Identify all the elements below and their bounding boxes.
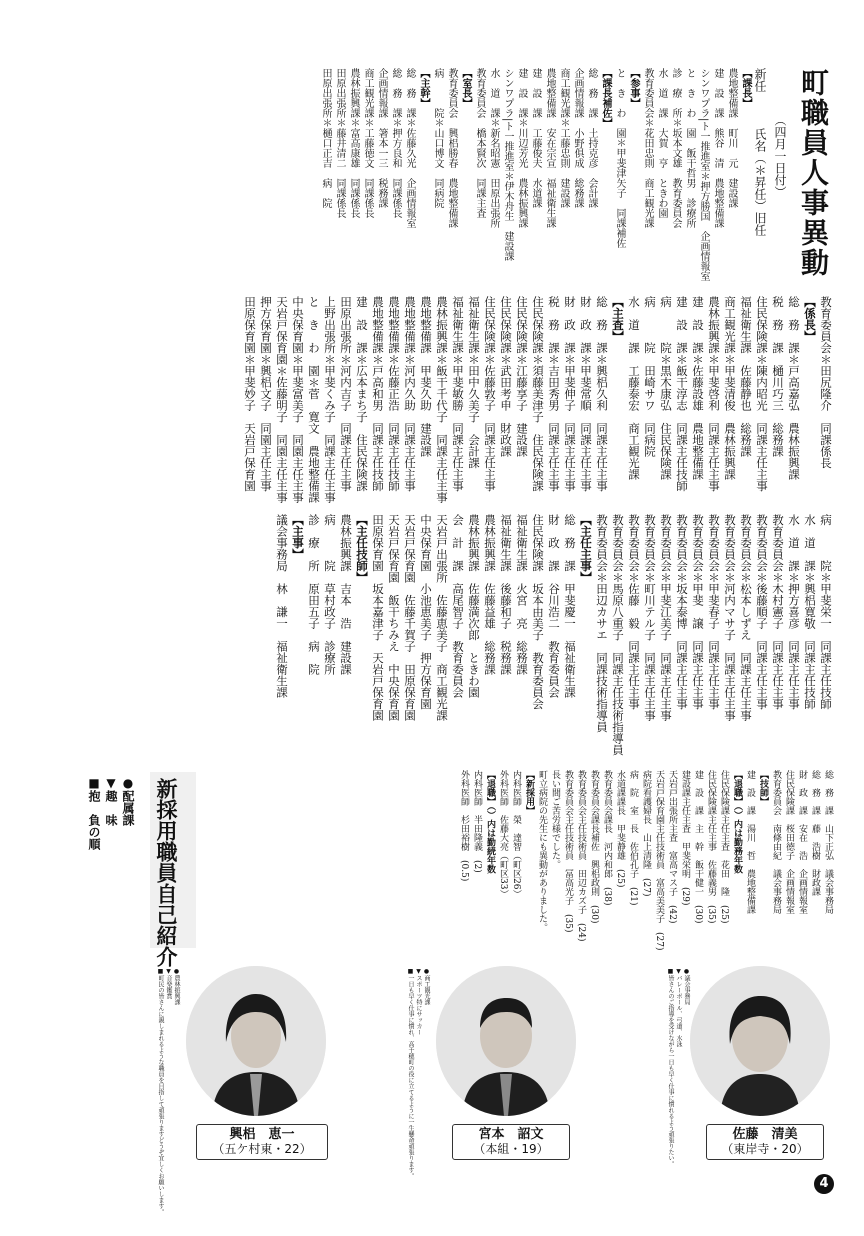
list-item: 財 政 課＊甲斐常順 同課主任主事 (579, 296, 593, 492)
person-silhouette-icon (690, 966, 830, 1116)
list-item: 福祉衛生課＊田中久美子 会計課 (467, 296, 481, 469)
list-item: ■町民の皆さんに親しまれるような職員を目指して頑張りますどうぞ宜しくお願いします。 (157, 968, 164, 1215)
list-item: 教育委員会＊松本しずえ 同課主任主事 (739, 514, 753, 721)
list-item: 天岩戸保育園主任技術員 富高美美子 (27) (654, 770, 664, 951)
new-staff-title: 新採用職員自己紹介 (154, 778, 178, 967)
list-item: 教育委員会 興梠勝春 農地整備課 (446, 68, 457, 228)
list-item: 建 設 課＊飯干淳志 同課主任技師 (675, 296, 689, 492)
personnel-block-2 (242, 296, 834, 510)
list-item: ▼音楽鑑賞 (165, 968, 172, 999)
list-item: 中央保育園 小池恵美子 押方保育園 (419, 514, 433, 710)
staff-origin: （五ケ村東・22） (212, 1142, 312, 1156)
staff-name: 佐藤 清美 (732, 1127, 798, 1142)
list-item: 教育委員会＊花田忠則 商工観光課 (642, 68, 653, 228)
section-heading: 【室長】 (460, 68, 471, 108)
list-item: 天岩戸保育園 飯干ちみえ 中央保育園 (387, 514, 401, 721)
page-title: 町職員人事異動 (797, 68, 830, 278)
list-item: 住民保険課 坂本由美子 教育委員会 (531, 514, 545, 710)
section-heading: 【課長】 (740, 68, 751, 108)
list-item: 病 院＊黒木康弘 住民保険課 (659, 296, 673, 480)
list-item: 天岩戸保育園 佐藤千賀子 田原保育園 (403, 514, 417, 721)
list-item: 病院看護婦長 山上清隆 (27) (641, 770, 651, 897)
list-item: 長い間ご苦労様でした。 (550, 770, 560, 869)
section-heading: 【主事】 (291, 514, 305, 560)
list-item: 病 院 草村政子 診療所 (323, 514, 337, 675)
list-item: 建 設 課＊川辺芳光 農林振興課 (516, 68, 527, 228)
list-item: 教育委員会＊田辺カサエ 同課技術指導員 (595, 514, 609, 733)
list-item: ▼バレーボール、弓道、水泳 (675, 968, 682, 1047)
list-item: 農林振興課＊甲斐啓利 同課主任主事 (707, 296, 721, 492)
list-item: 教育委員会＊佐藤 毅 同課主任主事 (627, 514, 641, 710)
list-item: 財 政 課 安在 浩 企画情報室 (797, 770, 807, 914)
section-heading: 【参事】 (628, 68, 639, 108)
list-item: 田原出張所＊河内吉子 同課主任主事 (339, 296, 353, 492)
list-item: 農林振興課＊飯干千代子 同課主任主事 (435, 296, 449, 503)
list-item: 住民保険課 桜田徳子 企画情報室 (784, 770, 794, 914)
list-item: ●農林振興課 (173, 968, 180, 1005)
list-item: 建 設 課 工藤俊夫 水道課 (530, 68, 541, 208)
list-item: 診 療 所 原田五子 病 院 (307, 514, 321, 675)
staff-photo-3 (186, 966, 326, 1116)
personnel-block-3 (274, 514, 834, 762)
list-item: 建 設 課＊広本まち子 住民保険課 (355, 296, 369, 492)
list-item: 天岩戸出張所 佐藤恵美子 商工観光課 (435, 514, 449, 721)
section-heading: 【主幹】 (418, 68, 429, 108)
personnel-block-4 (457, 770, 834, 952)
list-item: 建 設 課＊佐藤設雄 農地整備課 (691, 296, 705, 480)
staff-caption-3 (196, 1124, 328, 1160)
section-heading: 【主任主事】 (579, 514, 593, 583)
list-item: 農地整備課＊河内久助 同課主任主事 (403, 296, 417, 492)
list-item: 教育委員会＊町川テル子 同課主任主事 (643, 514, 657, 721)
list-item: 農地整備課 安在宗宣 福祉衛生課 (544, 68, 555, 228)
list-item: 農林振興課 吉本 浩 建設課 (339, 514, 353, 675)
list-item: ■抱 負の順 (87, 776, 101, 850)
section-heading: 【係長】 (803, 296, 817, 342)
list-item: 診 療 所＊坂本文雄 教育委員会 (670, 68, 681, 228)
list-item: 内科医師 半田隆義 (2) (472, 770, 482, 873)
list-item: 総 務 課 土持克彦 会計課 (586, 68, 597, 208)
list-item: 総 務 課＊興梠久利 同課主任主事 (595, 296, 609, 492)
list-item: 水 道 課＊興梠寛敬 同課主任技師 (803, 514, 817, 710)
list-item: ●商工観光課 (423, 968, 430, 1005)
page-number: 4 (814, 1174, 834, 1194)
list-item: 教育委員会 橋本賢次 同課主査 (474, 68, 485, 218)
list-item: 水 道 課 大賀 亨 ときわ園 (656, 68, 667, 218)
list-item: 住民保険課＊佐藤敦子 同課主任主事 (483, 296, 497, 492)
list-item: 教育委員会＊河内マサ子 同課主任主事 (723, 514, 737, 721)
intro-legend (85, 776, 136, 896)
personnel-block-1 (318, 68, 752, 288)
list-item: 教育委員会＊馬原八重子 同課主任技術指導員 (611, 514, 625, 756)
list-item: 建 設 課 熊谷 清 農地整備課 (712, 68, 723, 228)
list-item: 天岩戸出張所主査 富高マス子 (42) (667, 770, 677, 924)
list-item: 中央保育園＊甲斐富美子 同園主任主事 (291, 296, 305, 503)
section-heading: 【主査】 (611, 296, 625, 342)
person-silhouette-icon (186, 966, 326, 1116)
list-item: 建 設 課 主 幹 飯干健一 (30) (693, 770, 703, 924)
list-item: 町立病院の先生にも異動がありました。 (537, 770, 547, 932)
list-item: 商工観光課＊甲斐清俊 農林振興課 (723, 296, 737, 480)
list-item: ■一日も早く仕事に慣れ、高千穂町の役に立てるように一生懸命頑張ります。 (407, 968, 414, 1179)
list-item: シンワプラ|ト一推進室＊押方勝国 企画情報室 (698, 68, 709, 282)
list-item: 総 務 課＊押方良和 同課係長 (390, 68, 401, 218)
list-item: 水 道 課＊新名昭憲 田原出張所 (488, 68, 499, 228)
staff-photo-2 (436, 966, 576, 1116)
staff-origin: （東岸寺・20） (721, 1142, 809, 1156)
list-item: 病 院＊山口博文 同病院 (432, 68, 443, 208)
staff-name: 宮本 詔文 (478, 1127, 544, 1142)
staff-name: 興梠 恵一 (229, 1127, 295, 1142)
list-item: 建 設 課 湯川 哲 農地整備課 (745, 770, 755, 914)
list-item: 福祉衛生課 後藤和子 税務課 (499, 514, 513, 675)
list-item: 田原保育園＊甲斐妙子 天岩戸保育園 (243, 296, 257, 492)
list-item: 企画情報課 小野俱成 総務課 (572, 68, 583, 208)
list-item: 農地整備課＊戸高和男 同課主任技師 (371, 296, 385, 492)
list-item: 財 政 課＊甲斐伸子 同課主任主事 (563, 296, 577, 492)
list-item: 総 務 課 山下正弘 議会事務局 (823, 770, 833, 914)
list-item: と き わ 園＊菅 寛文 農地整備課 (307, 296, 321, 503)
list-item: 農林振興課＊富高康雄 同課係長 (348, 68, 359, 218)
list-item: 教育委員会課長補佐 興梠政則 (30) (589, 770, 599, 924)
list-item: と き わ 園＊甲斐津矢子 同課補佐 (614, 68, 625, 248)
list-item: 総 務 課＊佐藤久光 企画情報室 (404, 68, 415, 228)
list-item: 水道課課長 甲斐静雄 (25) (615, 770, 625, 888)
section-heading: 【課長補佐】 (600, 68, 611, 128)
list-item: 田原出張所＊藤井清二 同課係長 (334, 68, 345, 218)
section-heading: 【退職】（）内は勤続年数 (485, 770, 495, 874)
list-item: ▼趣 味 (104, 776, 118, 826)
list-item: 福祉衛生課 佐藤静也 総務課 (739, 296, 753, 457)
staff-intro-2 (406, 968, 430, 1179)
list-item: 内科医師 榮 達智（町区26） (511, 770, 521, 899)
list-item: 教育委員会主任技術員 田辺カズ子 (24) (576, 770, 586, 942)
list-item: ▼スポーツ特にサッカー (415, 968, 422, 1035)
list-item: 企画情報課 箸本一三 税務課 (376, 68, 387, 208)
list-item: ■皆さんのご指導を受けながら一日も早く仕事に慣れるよう頑張りたい。 (667, 968, 674, 1167)
list-item: と き わ 園 飯干哲男 診療所 (684, 68, 695, 228)
column-legend: 新任 氏名（＊昇任）旧任 (753, 68, 767, 236)
list-item: 農林振興課 佐藤満次郎 ときわ園 (467, 514, 481, 698)
list-item: 議会事務局 林 謙一 福祉衛生課 (275, 514, 289, 698)
list-item: 総 務 課＊戸高嘉弘 農林振興課 (787, 296, 801, 480)
list-item: 水 道 課 工藤泰宏 商工観光課 (627, 296, 641, 480)
list-item: 外科医師 佐藤大亮（町区33） (498, 770, 508, 899)
section-heading: 【技師】 (758, 770, 768, 806)
section-heading: 【新採用】 (524, 770, 534, 815)
list-item: 住民保険課＊江藤享子 建設課 (515, 296, 529, 457)
list-item: 病 院 田崎サワ 同病院 (643, 296, 657, 457)
list-item: 教育委員会主任技術員 冨高光子 (35) (563, 770, 573, 933)
list-item: 住民保険課主任主査 花田 隆 (25) (719, 770, 729, 924)
list-item: 商工観光課＊工藤忠則 建設課 (558, 68, 569, 208)
effective-date: （四月一日付） (773, 114, 787, 198)
list-item: 会 計 課 高尾智子 教育委員会 (451, 514, 465, 698)
list-item: 教育委員会＊後藤順子 同課主任主事 (755, 514, 769, 710)
list-item: 税 務 課 樋川巧三 総務課 (771, 296, 785, 457)
list-item: 財 政 課 谷川浩二 教育委員会 (547, 514, 561, 698)
list-item: 田原出張所＊樋口正吉 病 院 (320, 68, 331, 208)
list-item: 商工観光課＊工藤徳文 同課係長 (362, 68, 373, 218)
list-item: 押方保育園＊興梠文子 同園主任主事 (259, 296, 273, 492)
list-item: 教育委員会＊坂本泰博 同課主任主事 (675, 514, 689, 710)
list-item: 福祉衛生課 火宮 亮 総務課 (515, 514, 529, 675)
list-item: 病 院＊甲斐栄一 同課主任技師 (819, 514, 833, 710)
list-item: 教育委員会課長 河内和郎 (38) (602, 770, 612, 906)
list-item: 水 道 課＊押方喜彦 同課主任主事 (787, 514, 801, 710)
list-item: 税 務 課＊吉田秀男 同課主任主事 (547, 296, 561, 492)
list-item: 教育委員会＊甲斐江美子 同課主任主事 (659, 514, 673, 721)
list-item: 教育委員会＊木村憲子 同課主任主事 (771, 514, 785, 710)
list-item: 農地整備課 町川 元 建設課 (726, 68, 737, 208)
list-item: 教育委員会 南條由紀 議会事務局 (771, 770, 781, 914)
list-item: 天岩戸保育園＊佐藤明子 同園主任主事 (275, 296, 289, 503)
list-item: シンワプラ|ト一推進室＊伊木舟生 建設課 (502, 68, 513, 262)
list-item: 建設課主任主査 甲斐栄明 (29) (680, 770, 690, 906)
list-item: 住民保険課＊武田考申 財政課 (499, 296, 513, 457)
list-item: 住民保険課主任主事 佐藤義男 (35) (706, 770, 716, 924)
list-item: 総 務 課 甲斐慶一 福祉衛生課 (563, 514, 577, 698)
list-item: 教育委員会＊甲斐春子 同課主任主事 (707, 514, 721, 710)
list-item: 住民保険課＊須藤美津子 住民保険課 (531, 296, 545, 492)
list-item: 農林振興課 佐藤益雄 総務課 (483, 514, 497, 675)
staff-caption-1 (706, 1124, 824, 1160)
staff-origin: （本組・19） (473, 1142, 549, 1156)
list-item: 福祉衛生課＊甲斐敏勝 同課主任主事 (451, 296, 465, 492)
staff-intro-3 (156, 968, 180, 1215)
staff-caption-2 (452, 1124, 570, 1160)
list-item: 住民保険課＊陳内昭光 同課主任主事 (755, 296, 769, 492)
list-item: 教育委員会＊田尻隆介 同課係長 (819, 296, 833, 469)
staff-photo-1 (690, 966, 830, 1116)
section-heading: 【主任技師】 (355, 514, 369, 583)
list-item: 病 院 室 長 佐伯孔子 (21) (628, 770, 638, 906)
staff-intro-1 (666, 968, 690, 1167)
list-item: 田原保育園 坂本嘉津子 天岩戸保育園 (371, 514, 385, 721)
section-heading: 【退職】（）内は勤務年数 (732, 770, 742, 874)
list-item: 総 務 課 藤 浩樹 財政課 (810, 770, 820, 896)
list-item: 教育委員会＊甲斐 譲 同課主任主事 (691, 514, 705, 710)
person-silhouette-icon (436, 966, 576, 1116)
list-item: 外科医師 杉田裕樹 (0.5) (459, 770, 469, 882)
list-item: ●配属課 (121, 776, 135, 826)
list-item: ●議会事務局 (683, 968, 690, 1005)
list-item: 農地整備課＊佐藤正浩 同課主任技師 (387, 296, 401, 492)
list-item: 農地整備課 甲斐久助 建設課 (419, 296, 433, 457)
list-item: 上野出張所＊甲斐くみ子 同課主任主事 (323, 296, 337, 503)
